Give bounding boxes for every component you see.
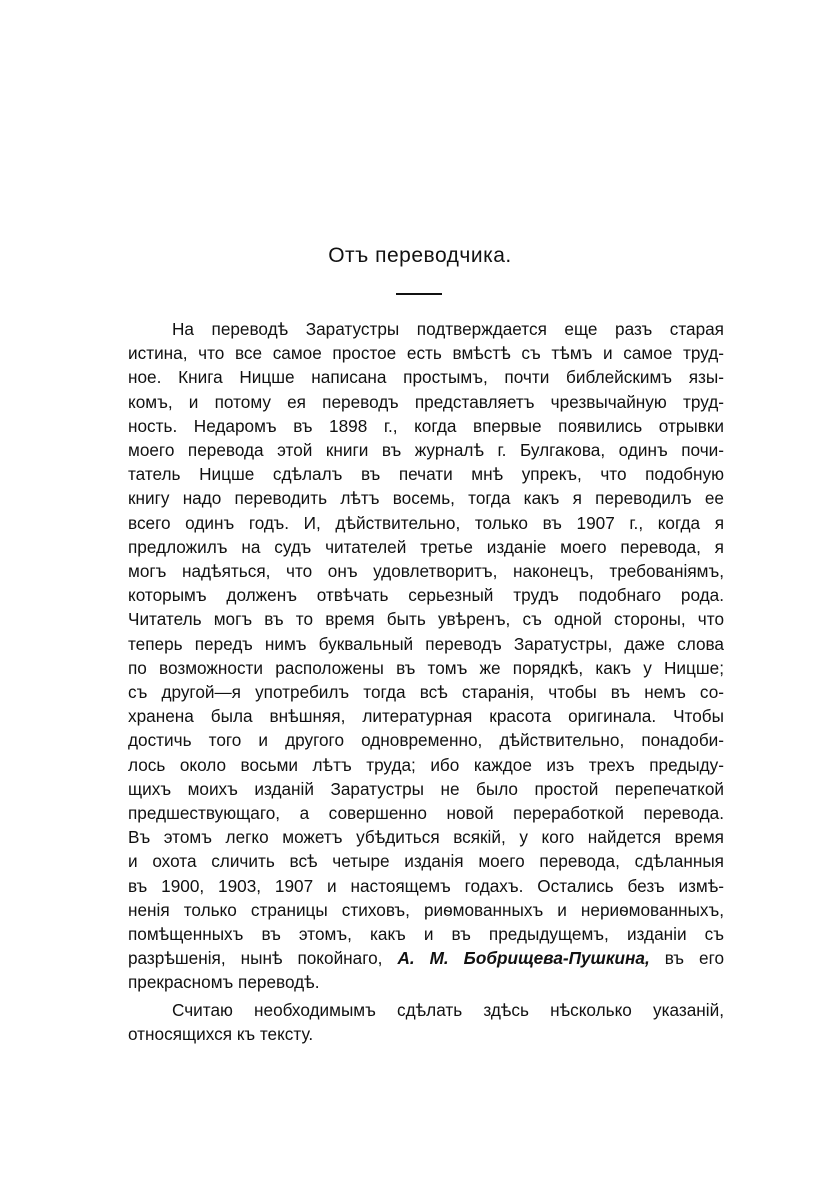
text-line: хранена была внѣшняя, литературная красота оригинала. Чтобы bbox=[128, 706, 724, 727]
text-line: достичь того и другого одновременно, дѣйствительно, понадоби- bbox=[128, 730, 724, 751]
text-segment: разрѣшенія, нынѣ покойнаго, bbox=[128, 948, 383, 969]
text-line: которымъ долженъ отвѣчать серьезный трудъ подобнаго рода. bbox=[128, 585, 724, 606]
text-line: теперь передъ нимъ буквальный переводъ Заратустры, даже слова bbox=[128, 633, 724, 654]
text-line: въ 1900, 1903, 1907 и настоящемъ годахъ. Остались безъ измѣ- bbox=[128, 875, 724, 896]
text-line: щихъ моихъ изданій Заратустры не было простой перепечаткой bbox=[128, 778, 724, 799]
text-line: Считаю необходимымъ сдѣлать здѣсь нѣсколько указаній, bbox=[172, 1000, 724, 1020]
text-line: истина, что все самое простое есть вмѣстѣ съ тѣмъ и самое труд- bbox=[128, 343, 724, 364]
page-title: Отъ переводчика. bbox=[328, 244, 512, 267]
text-line: книгу надо переводить лѣтъ восемь, тогда какъ я переводилъ ее bbox=[128, 488, 724, 509]
text-line: На переводѣ Заратустры подтверждается еще разъ старая bbox=[172, 319, 724, 339]
title-divider bbox=[396, 293, 442, 295]
text-line: Читатель могъ въ то время быть увѣренъ, съ одной стороны, что bbox=[128, 609, 724, 630]
text-line: по возможности расположены въ томъ же порядкѣ, какъ у Ницше; bbox=[128, 657, 724, 678]
text-line bbox=[128, 946, 724, 970]
text-line: помѣщенныхъ въ этомъ, какъ и въ предыдущемъ, изданіи съ bbox=[128, 924, 724, 945]
text-line: моего перевода этой книги въ журналѣ г. Булгакова, одинъ почи- bbox=[128, 440, 724, 461]
text-line: комъ, и потому ея переводъ представляетъ чрезвычайную труд- bbox=[128, 391, 724, 412]
text-line: могъ надѣяться, что онъ удовлетворитъ, наконецъ, требованіямъ, bbox=[128, 561, 724, 582]
text-line: прекрасномъ переводѣ. bbox=[128, 972, 320, 993]
text-line: лось около восьми лѣтъ труда; ибо каждое изъ трехъ предыду- bbox=[128, 754, 724, 775]
paragraph-2 bbox=[128, 998, 724, 1046]
paragraph-1 bbox=[128, 317, 724, 995]
translator-name: А. М. Бобрищева-Пушкина, bbox=[397, 948, 650, 969]
text-line: всего одинъ годъ. И, дѣйствительно, только въ 1907 г., когда я bbox=[128, 512, 724, 533]
text-segment: въ его bbox=[664, 948, 725, 969]
text-line: и охота сличить всѣ четыре изданія моего перевода, сдѣланныя bbox=[128, 851, 724, 872]
text-line: предшествующаго, а совершенно новой переработкой перевода. bbox=[128, 803, 724, 824]
text-line: татель Ницше сдѣлалъ въ печати мнѣ упрекъ, что подобную bbox=[128, 464, 724, 485]
text-line: относящихся къ тексту. bbox=[128, 1024, 314, 1045]
text-line: съ другой—я употребилъ тогда всѣ старанія, чтобы въ немъ со- bbox=[128, 682, 724, 703]
text-line: ность. Недаромъ въ 1898 г., когда впервые появились отрывки bbox=[128, 415, 724, 436]
text-line: Въ этомъ легко можетъ убѣдиться всякій, у кого найдется время bbox=[128, 827, 724, 848]
text-line: ненія только страницы стиховъ, риѳмованныхъ и нериѳмованныхъ, bbox=[128, 899, 724, 920]
text-line: предложилъ на судъ читателей третье изданіе моего перевода, я bbox=[128, 536, 724, 557]
text-line: ное. Книга Ницше написана простымъ, почти библейскимъ язы- bbox=[128, 367, 724, 388]
